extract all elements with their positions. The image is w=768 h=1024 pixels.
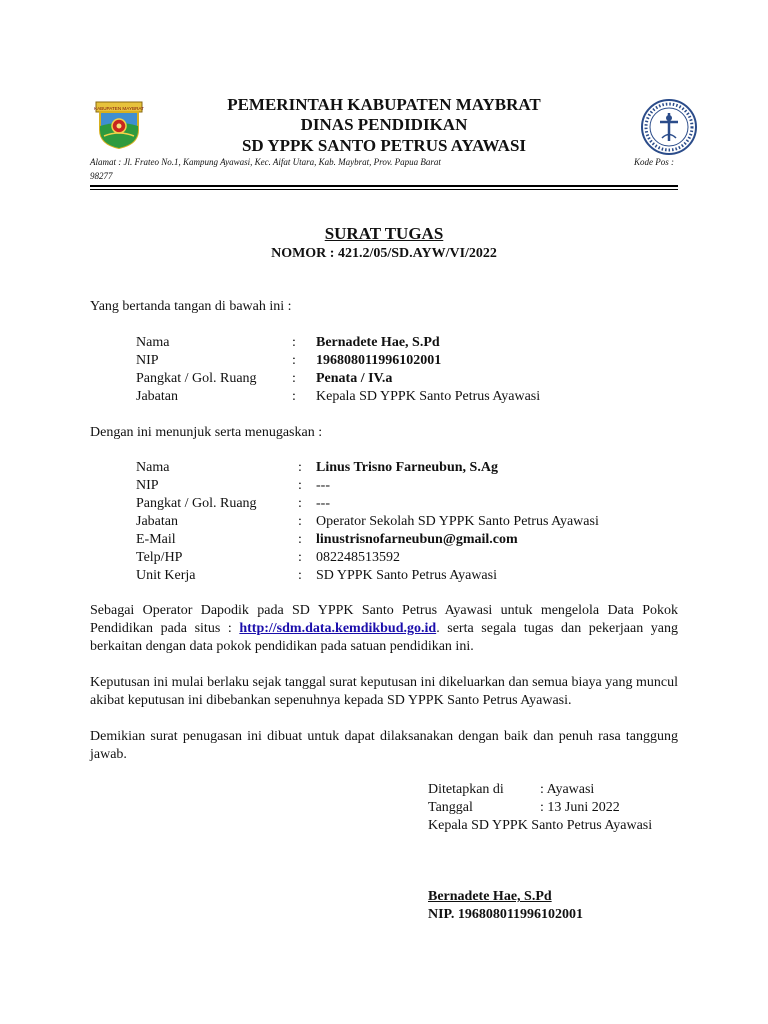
paragraph-closing: Demikian surat penugasan ini dibuat untuk dapat dilaksanakan dengan baik dan penuh rasa tanggung jawab.: [90, 729, 678, 762]
place-label: Ditetapkan di: [428, 782, 504, 797]
assignee-label: E-Mail: [136, 532, 176, 547]
assignee-value: SD YPPK Santo Petrus Ayawasi: [316, 568, 497, 583]
signer-value: Penata / IV.a: [316, 371, 393, 386]
signer-value: 196808011996102001: [316, 353, 442, 368]
assignee-label: Telp/HP: [136, 550, 183, 565]
document-number: NOMOR : 421.2/05/SD.AYW/VI/2022: [271, 246, 497, 261]
intro-signer: Yang bertanda tangan di bawah ini :: [90, 299, 292, 314]
signature-place-row: [428, 781, 678, 799]
assignee-label: Jabatan: [136, 514, 178, 529]
colon: :: [292, 353, 296, 368]
assignee-value: ---: [316, 496, 330, 511]
document-title: SURAT TUGAS: [324, 224, 444, 243]
assignee-label: Nama: [136, 460, 170, 475]
assignee-row-name: [136, 459, 636, 477]
letterhead-department: DINAS PENDIDIKAN: [300, 115, 468, 134]
assignee-row-phone: [136, 549, 636, 567]
colon: :: [298, 496, 302, 511]
assignee-row-rank: [136, 495, 636, 513]
postal-code: 98277: [90, 171, 113, 181]
paragraph-duty: [90, 602, 678, 656]
signer-row-name: [136, 334, 586, 352]
assignee-label: NIP: [136, 478, 159, 493]
letterhead-school: SD YPPK SANTO PETRUS AYAWASI: [241, 136, 527, 155]
signature-name: Bernadete Hae, S.Pd: [428, 889, 552, 904]
colon: :: [298, 478, 302, 493]
letterhead-rule-thin: [90, 189, 678, 190]
letterhead-address: [90, 155, 510, 183]
colon: :: [292, 371, 296, 386]
dapodik-link[interactable]: http://sdm.data.kemdikbud.go.id: [239, 621, 437, 636]
regency-emblem-logo: [94, 100, 144, 150]
signer-label: NIP: [136, 353, 159, 368]
signer-label: Jabatan: [136, 389, 178, 404]
postal-code-label: Kode Pos :: [634, 157, 674, 167]
paragraph-duty-text-2: . serta segala tugas dan pekerjaan yang berkaitan dengan data pokok pendidikan pada satuan pendidikan ini.: [90, 621, 678, 654]
address-text: Alamat : Jl. Frateo No.1, Kampung Ayawasi, Kec. Aifat Utara, Kab. Maybrat, Prov. Papua Barat: [90, 157, 441, 167]
letterhead-rule-thick: [90, 185, 678, 187]
letterhead-government: PEMERINTAH KABUPATEN MAYBRAT: [227, 95, 541, 114]
assignee-email: linustrisnofarneubun@gmail.com: [316, 532, 518, 547]
signer-label: Nama: [136, 335, 170, 350]
signature-nip: NIP. 196808011996102001: [428, 907, 584, 922]
assignee-row-nip: [136, 477, 636, 495]
place-value: : Ayawasi: [540, 782, 595, 797]
paragraph-validity: Keputusan ini mulai berlaku sejak tanggal surat keputusan ini dikeluarkan dan semua biaya yang muncul akibat keputusan ini dibebankan sepenuhnya kepada SD YPPK Santo Petrus Ayawasi.: [90, 675, 678, 708]
signer-row-rank: [136, 370, 586, 388]
signer-value: Kepala SD YPPK Santo Petrus Ayawasi: [316, 389, 541, 404]
signature-date-row: [428, 799, 678, 817]
assignee-value: ---: [316, 478, 330, 493]
signer-row-position: [136, 388, 586, 406]
logo-emblem-text: KABUPATEN MAYBRAT: [94, 106, 144, 111]
signer-label: Pangkat / Gol. Ruang: [136, 371, 257, 386]
date-label: Tanggal: [428, 800, 473, 815]
assignee-value: 082248513592: [316, 550, 400, 565]
assignee-label: Unit Kerja: [136, 568, 196, 583]
intro-assignee: Dengan ini menunjuk serta menugaskan :: [90, 425, 323, 440]
assignee-label: Pangkat / Gol. Ruang: [136, 496, 257, 511]
assignee-value: Linus Trisno Farneubun, S.Ag: [316, 460, 498, 475]
signer-value: Bernadete Hae, S.Pd: [316, 335, 440, 350]
date-value: : 13 Juni 2022: [540, 800, 620, 815]
colon: :: [292, 335, 296, 350]
colon: :: [298, 568, 302, 583]
colon: :: [298, 514, 302, 529]
paragraph-duty-text-1: Sebagai Operator Dapodik pada SD YPPK Santo Petrus Ayawasi untuk mengelola Data Pokok Pendidikan pada situs :: [90, 603, 678, 636]
signature-position: Kepala SD YPPK Santo Petrus Ayawasi: [428, 818, 653, 833]
school-seal-logo: [640, 98, 698, 156]
signer-row-nip: [136, 352, 586, 370]
assignee-row-unit: [136, 567, 636, 585]
colon: :: [298, 532, 302, 547]
assignee-value: Operator Sekolah SD YPPK Santo Petrus Ayawasi: [316, 514, 599, 529]
assignee-row-email: [136, 531, 636, 549]
assignee-row-position: [136, 513, 636, 531]
colon: :: [298, 550, 302, 565]
colon: :: [298, 460, 302, 475]
colon: :: [292, 389, 296, 404]
